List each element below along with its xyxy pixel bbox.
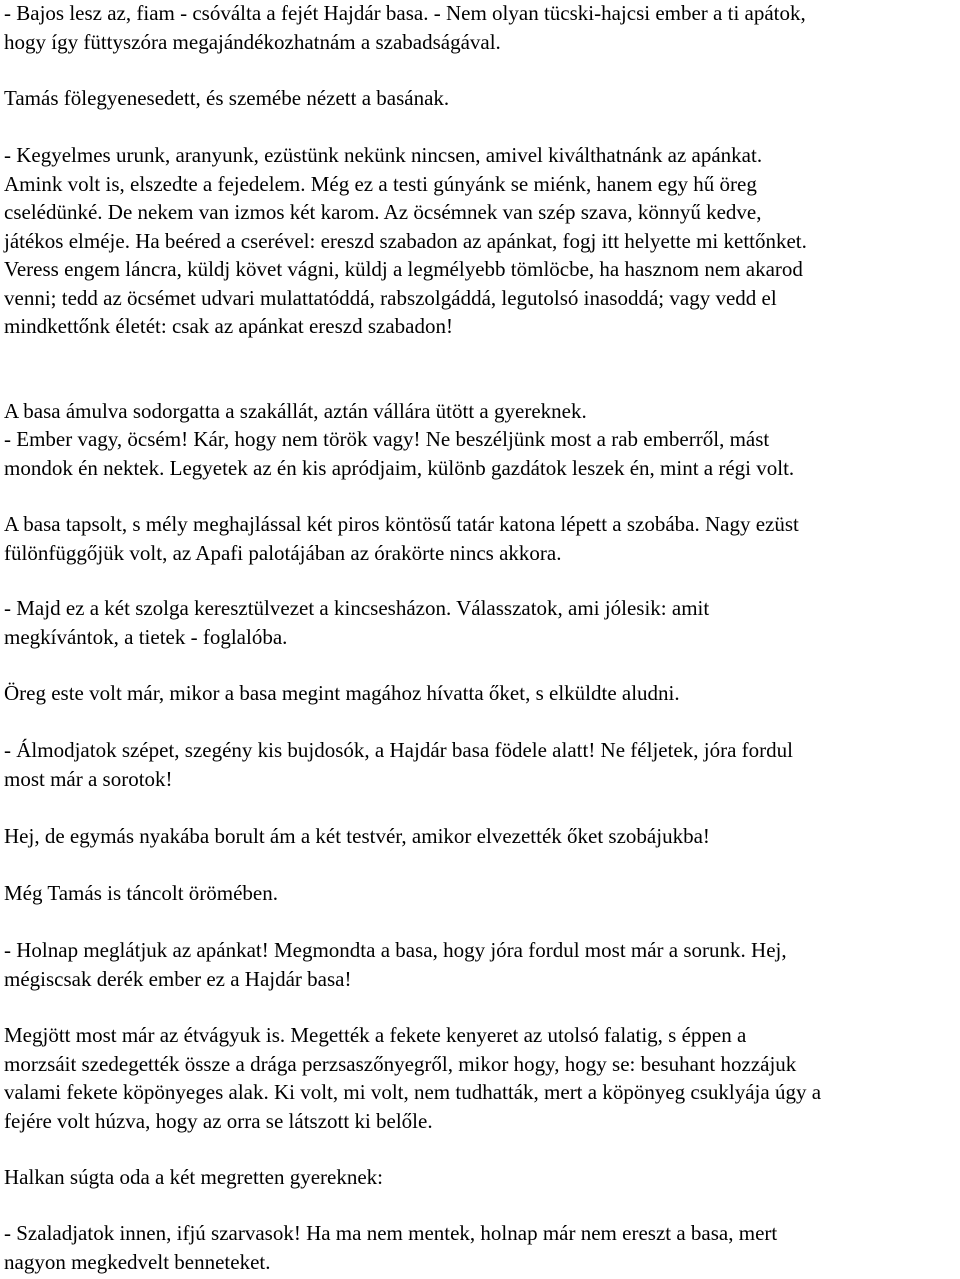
paragraph-13: Megjött most már az étvágyuk is. Megették a fekete kenyeret az utolsó falatig, s éppen a morzsáit szedegették össze a drága perzsaszőnyegről, mikor hogy, hogy se: besuhant hozzájuk valami fekete köpönyeges alak. Ki volt, mi volt, nem tudhatták, mert a köpönyeg csuklyája úgy a fejére volt húzva, hogy az orra se látszott ki belőle.: [4, 1023, 822, 1133]
paragraph-4: A basa ámulva sodorgatta a szakállát, aztán vállára ütött a gyereknek.: [4, 399, 587, 423]
paragraph-7: - Majd ez a két szolga keresztülvezet a kincsesházon. Válasszatok, ami jólesik: amit megkívántok, a tietek - foglalóba.: [4, 596, 710, 649]
paragraph-6: A basa tapsolt, s mély meghajlással két piros köntösű tatár katona lépett a szobába. Nagy ezüst fülönfüggőjük volt, az Apafi palotájában az órakörte nincs akkora.: [4, 512, 799, 565]
paragraph-5: - Ember vagy, öcsém! Kár, hogy nem török vagy! Ne beszéljünk most a rab emberről, mást mondok én nektek. Legyetek az én kis apródjaim, különb gazdátok leszek én, mint a régi volt.: [4, 427, 795, 480]
paragraph-8: Öreg este volt már, mikor a basa megint magához hívatta őket, s elküldte aludni.: [4, 681, 680, 705]
paragraph-12: - Holnap meglátjuk az apánkat! Megmondta a basa, hogy jóra fordul most már a sorunk. Hej, mégiscsak derék ember ez a Hajdár basa!: [4, 938, 787, 991]
paragraph-10: Hej, de egymás nyakába borult ám a két testvér, amikor elvezették őket szobájukba!: [4, 824, 710, 848]
paragraph-11: Még Tamás is táncolt örömében.: [4, 881, 278, 905]
paragraph-2: Tamás fölegyenesedett, és szemébe nézett a basának.: [4, 86, 450, 110]
paragraph-9: - Álmodjatok szépet, szegény kis bujdosók, a Hajdár basa födele alatt! Ne féljetek, jóra fordul most már a sorotok!: [4, 738, 793, 791]
paragraph-15: - Szaladjatok innen, ifjú szarvasok! Ha ma nem mentek, holnap már nem ereszt a basa, mert nagyon megkedvelt benneteket.: [4, 1221, 778, 1274]
paragraph-14: Halkan súgta oda a két megretten gyereknek:: [4, 1165, 384, 1189]
paragraph-1: - Bajos lesz az, fiam - csóválta a fejét Hajdár basa. - Nem olyan tücski-hajcsi ember a ti apátok, hogy így füttyszóra megajándékozhatnám a szabadságával.: [4, 1, 806, 54]
paragraph-3: - Kegyelmes urunk, aranyunk, ezüstünk nekünk nincsen, amivel kiválthatnánk az apánkat. Amink volt is, elszedte a fejedelem. Még ez a testi gúnyánk se miénk, hanem egy hű öreg cselédünké. De nekem van izmos két karom. Az öcsémnek van szép szava, könnyű kedve, játékos elméje. Ha beéred a cserével: ereszd szabadon az apánkat, fogj itt helyette mi kettőnket. Veress engem láncra, küldj követ vágni, küldj a legmélyebb tömlöcbe, ha hasznom nem akarod venni; tedd az öcsémet udvari mulattatóddá, rabszolgáddá, legutolsó inasoddá; vagy vedd el mindkettőnk életét: csak az apánkat ereszd szabadon!: [4, 143, 807, 338]
